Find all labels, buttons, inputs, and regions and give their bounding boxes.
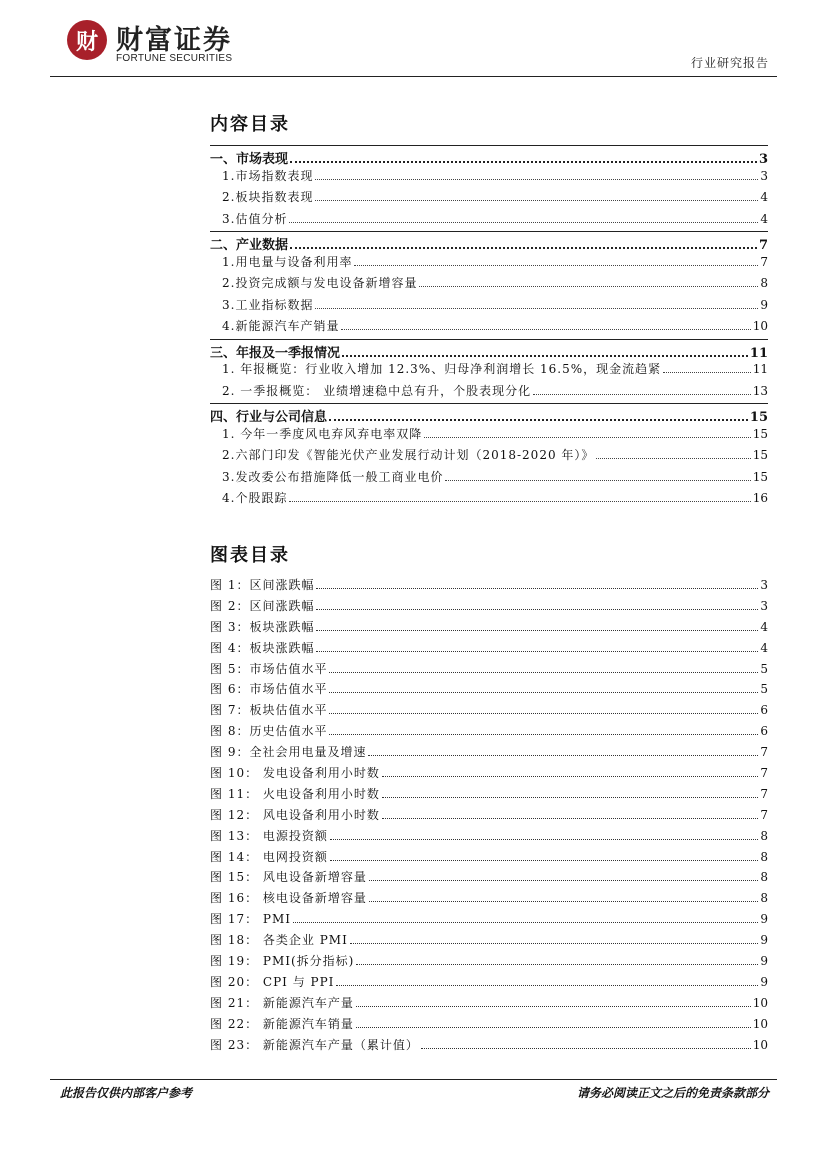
- header-divider: [50, 76, 777, 77]
- dot-leader: [329, 724, 758, 735]
- dot-leader: [356, 1017, 751, 1028]
- dot-leader: [369, 891, 758, 902]
- entry-label: 图 22： 新能源汽车销量: [210, 1016, 354, 1031]
- dot-leader: [316, 620, 758, 631]
- company-name-en: FORTUNE SECURITIES: [116, 53, 233, 64]
- entry-page-number: 8: [760, 891, 768, 906]
- entry-label: 图 15： 风电设备新增容量: [210, 870, 367, 885]
- entry-page-number: 9: [760, 297, 768, 312]
- entry-label: 3.工业指标数据: [222, 297, 314, 312]
- entry-label: 图 5：市场估值水平: [210, 661, 328, 676]
- entry-page-number: 4: [760, 640, 768, 655]
- entry-page-number: 11: [752, 362, 768, 376]
- entry-label: 3.估值分析: [222, 211, 288, 226]
- entry-page-number: 4: [760, 619, 768, 634]
- dot-leader: [315, 297, 758, 308]
- dot-leader: [421, 1037, 751, 1048]
- toc-entry[interactable]: [210, 167, 768, 189]
- dot-leader: [316, 640, 758, 651]
- figure-entry[interactable]: [210, 806, 768, 827]
- entry-label: 图 21： 新能源汽车产量: [210, 995, 354, 1010]
- entry-label: 图 13： 电源投资额: [210, 828, 328, 843]
- dot-leader: [350, 933, 759, 944]
- dot-leader: [382, 766, 758, 777]
- dot-leader: [316, 578, 758, 589]
- entry-label: 图 8：历史估值水平: [210, 724, 328, 739]
- toc-entry[interactable]: [210, 274, 768, 296]
- dot-leader: [663, 362, 751, 373]
- entry-label: 图 10： 发电设备利用小时数: [210, 766, 380, 781]
- entry-page-number: 8: [760, 870, 768, 885]
- figure-entry[interactable]: [210, 868, 768, 889]
- entry-page-number: 15: [752, 448, 768, 462]
- entry-page-number: 13: [752, 383, 768, 398]
- figure-entry[interactable]: [210, 910, 768, 931]
- entry-page-number: 10: [752, 319, 768, 333]
- entry-page-number: 11: [749, 345, 768, 361]
- entry-page-number: 15: [752, 469, 768, 484]
- entry-label: 图 6：市场估值水平: [210, 682, 328, 697]
- toc-entry[interactable]: [210, 145, 768, 167]
- entry-page-number: 3: [760, 598, 768, 613]
- toc-entry[interactable]: [210, 403, 768, 425]
- toc-entry[interactable]: [210, 210, 768, 232]
- entry-page-number: 5: [760, 661, 768, 676]
- toc-entry[interactable]: [210, 425, 768, 447]
- entry-label: 图 4：板块涨跌幅: [210, 640, 315, 655]
- entry-page-number: 8: [760, 276, 768, 290]
- entry-label: 1.市场指数表现: [222, 168, 314, 183]
- dot-leader: [533, 383, 751, 394]
- entry-label: 4.新能源汽车产销量: [222, 319, 340, 333]
- dot-leader: [368, 745, 758, 756]
- entry-page-number: 6: [760, 724, 768, 739]
- entry-label: 图 3：板块涨跌幅: [210, 619, 315, 634]
- entry-label: 图 16： 核电设备新增容量: [210, 891, 367, 906]
- entry-page-number: 5: [760, 682, 768, 697]
- entry-label: 一、市场表现: [210, 152, 289, 167]
- dot-leader: [330, 849, 758, 860]
- entry-label: 1. 年报概览：行业收入增加 12.3%、归母净利润增长 16.5%，现金流趋紧: [222, 362, 662, 376]
- dot-leader: [293, 912, 758, 923]
- figure-entry[interactable]: [210, 764, 768, 785]
- entry-label: 2.板块指数表现: [222, 190, 314, 204]
- entry-page-number: 7: [760, 766, 768, 781]
- entry-label: 图 17： PMI: [210, 912, 292, 927]
- toc-entry[interactable]: [210, 339, 768, 361]
- toc-entry[interactable]: [210, 253, 768, 275]
- entry-page-number: 7: [760, 745, 768, 760]
- footer-disclaimer-right: 请务必阅读正文之后的免责条款部分: [576, 1086, 769, 1100]
- dot-leader: [342, 343, 748, 356]
- dot-leader: [329, 703, 758, 714]
- report-type: 行业研究报告: [690, 56, 769, 70]
- dot-leader: [369, 870, 758, 881]
- dot-leader: [329, 661, 758, 672]
- dot-leader: [356, 954, 758, 965]
- dot-leader: [330, 829, 758, 840]
- company-name-cn: 财富证券: [116, 25, 232, 56]
- entry-page-number: 15: [752, 426, 768, 441]
- figure-entry[interactable]: [210, 889, 768, 910]
- dot-leader: [341, 319, 750, 330]
- toc-entry[interactable]: [210, 446, 768, 468]
- figure-entry[interactable]: [210, 660, 768, 681]
- entry-page-number: 7: [760, 807, 768, 822]
- dot-leader: [424, 426, 750, 437]
- entry-page-number: 6: [760, 703, 768, 718]
- figure-entry[interactable]: [210, 576, 768, 597]
- entry-page-number: 9: [760, 912, 768, 927]
- figure-entry[interactable]: [210, 618, 768, 639]
- entry-page-number: 3: [760, 578, 768, 592]
- figure-entry[interactable]: [210, 973, 768, 994]
- figure-entry[interactable]: [210, 848, 768, 869]
- dot-leader: [290, 150, 757, 163]
- toc-entry[interactable]: [210, 360, 768, 382]
- figure-entry[interactable]: [210, 994, 768, 1015]
- company-logo-icon: 财: [67, 20, 107, 60]
- dot-leader: [354, 254, 758, 265]
- entry-label: 图 18： 各类企业 PMI: [210, 933, 348, 948]
- entry-label: 1.用电量与设备利用率: [222, 254, 353, 269]
- entry-label: 二、产业数据: [210, 238, 289, 253]
- entry-page-number: 9: [760, 974, 768, 989]
- figure-entry[interactable]: [210, 785, 768, 806]
- figure-entry[interactable]: [210, 680, 768, 701]
- entry-page-number: 3: [760, 168, 768, 183]
- dot-leader: [596, 448, 750, 459]
- entry-label: 2. 一季报概览： 业绩增速稳中总有升，个股表现分化: [222, 383, 532, 398]
- entry-label: 图 7：板块估值水平: [210, 703, 328, 718]
- toc-entry[interactable]: [210, 296, 768, 318]
- dot-leader: [315, 190, 758, 201]
- footer-divider: [50, 1079, 777, 1080]
- toc-entry[interactable]: [210, 468, 768, 490]
- toc-entry[interactable]: [210, 188, 768, 210]
- figure-entry[interactable]: [210, 743, 768, 764]
- entry-page-number: 7: [758, 238, 768, 253]
- entry-label: 3.发改委公布措施降低一般工商业电价: [222, 469, 444, 484]
- figure-entry[interactable]: [210, 1015, 768, 1036]
- entry-label: 4.个股跟踪: [222, 491, 288, 505]
- entry-label: 图 19： PMI(拆分指标): [210, 954, 355, 969]
- entry-page-number: 16: [752, 491, 768, 505]
- page-header: [0, 0, 827, 80]
- entry-label: 1. 今年一季度风电弃风弃电率双降: [222, 426, 423, 441]
- dot-leader: [329, 682, 758, 693]
- figure-entry[interactable]: [210, 952, 768, 973]
- entry-page-number: 4: [760, 211, 768, 226]
- entry-page-number: 4: [760, 190, 768, 204]
- entry-label: 图 20： CPI 与 PPI: [210, 974, 335, 989]
- dot-leader: [316, 599, 758, 610]
- entry-label: 图 14： 电网投资额: [210, 849, 328, 864]
- figure-entry[interactable]: [210, 597, 768, 618]
- dot-leader: [329, 408, 748, 421]
- entry-label: 2.六部门印发《智能光伏产业发展行动计划（2018-2020 年）》: [222, 448, 595, 462]
- entry-label: 图 2：区间涨跌幅: [210, 598, 315, 613]
- dot-leader: [419, 276, 758, 287]
- figure-entry[interactable]: [210, 701, 768, 722]
- entry-label: 2.投资完成额与发电设备新增容量: [222, 276, 418, 290]
- toc-entry[interactable]: [210, 231, 768, 253]
- entry-page-number: 8: [760, 828, 768, 843]
- entry-page-number: 3: [758, 152, 768, 167]
- entry-label: 图 1：区间涨跌幅: [210, 578, 315, 592]
- toc-list: [210, 145, 768, 511]
- toc-entry[interactable]: [210, 489, 768, 511]
- entry-page-number: 7: [760, 254, 768, 269]
- dot-leader: [356, 996, 751, 1007]
- dot-leader: [445, 469, 750, 480]
- dot-leader: [290, 236, 757, 249]
- toc-entry[interactable]: [210, 317, 768, 339]
- dot-leader: [289, 491, 750, 502]
- dot-leader: [315, 168, 758, 179]
- entry-label: 图 12： 风电设备利用小时数: [210, 807, 380, 822]
- entry-page-number: 8: [760, 849, 768, 864]
- entry-page-number: 9: [760, 933, 768, 948]
- entry-page-number: 15: [749, 410, 768, 425]
- figure-entry[interactable]: [210, 931, 768, 952]
- entry-label: 图 9：全社会用电量及增速: [210, 745, 367, 760]
- entry-label: 四、行业与公司信息: [210, 410, 328, 425]
- figure-entry[interactable]: [210, 722, 768, 743]
- entry-page-number: 10: [752, 1016, 768, 1031]
- entry-page-number: 9: [760, 954, 768, 969]
- entry-label: 三、年报及一季报情况: [210, 345, 341, 361]
- dot-leader: [336, 975, 758, 986]
- footer-disclaimer-left: 此报告仅供内部客户参考: [60, 1086, 193, 1100]
- figure-list-title: 图表目录: [210, 545, 290, 566]
- entry-label: 图 11： 火电设备利用小时数: [210, 786, 380, 801]
- entry-label: 图 23： 新能源汽车产量（累计值）: [210, 1037, 419, 1052]
- toc-title: 内容目录: [210, 114, 290, 135]
- dot-leader: [382, 787, 758, 798]
- figure-list: [210, 576, 768, 1056]
- dot-leader: [382, 808, 758, 819]
- entry-page-number: 7: [760, 786, 768, 801]
- figure-entry[interactable]: [210, 1036, 768, 1057]
- figure-entry[interactable]: [210, 639, 768, 660]
- entry-page-number: 10: [752, 995, 768, 1010]
- entry-page-number: 10: [752, 1037, 768, 1052]
- figure-entry[interactable]: [210, 827, 768, 848]
- toc-entry[interactable]: [210, 382, 768, 404]
- dot-leader: [289, 211, 758, 222]
